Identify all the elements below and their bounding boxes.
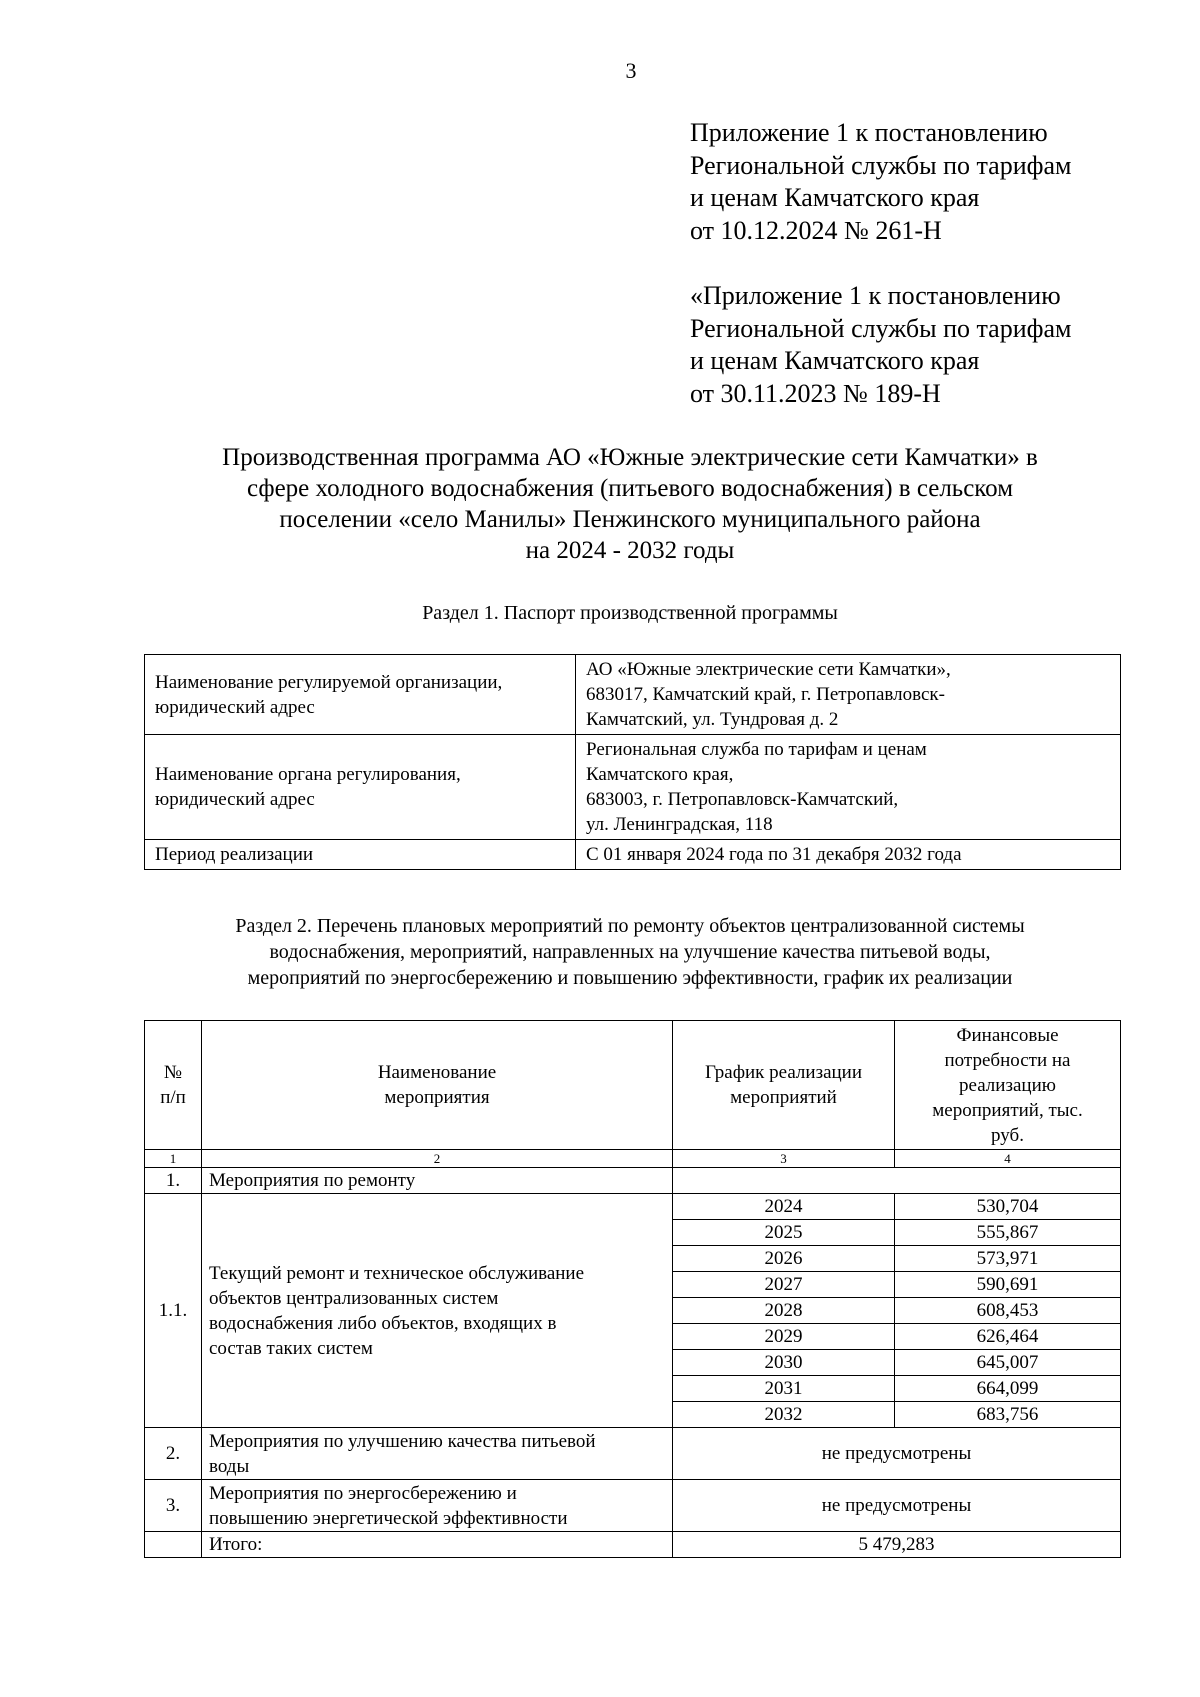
header-no-line: п/п	[160, 1087, 186, 1108]
approval-line: «Приложение 1 к постановлению	[690, 281, 1061, 310]
header-finance	[895, 1021, 1121, 1150]
empty-cell	[145, 1532, 202, 1558]
approval-line: от 10.12.2024 № 261-Н	[690, 215, 942, 245]
header-schedule	[673, 1021, 895, 1150]
approval-block-previous	[690, 280, 1150, 410]
section1-heading-text: Раздел 1. Паспорт производственной программы	[422, 602, 838, 624]
schedule-year: 2032	[673, 1402, 895, 1428]
program-title-line: поселении «село Манилы» Пенжинского муниципального района	[279, 506, 981, 533]
schedule-amount: 608,453	[895, 1298, 1121, 1324]
column-number: 3	[673, 1150, 895, 1168]
row-name	[202, 1480, 673, 1532]
row-number: 3.	[145, 1480, 202, 1532]
passport-label-line: юридический адрес	[155, 789, 315, 810]
passport-value-line: Региональная служба по тарифам и ценам	[586, 739, 927, 760]
total-label: Итого:	[202, 1532, 673, 1558]
passport-label-line: Наименование органа регулирования,	[155, 764, 461, 785]
schedule-amount: 626,464	[895, 1324, 1121, 1350]
approval-line: Приложение 1 к постановлению	[690, 118, 1048, 147]
row-number: 1.	[145, 1168, 202, 1194]
column-number: 4	[895, 1150, 1121, 1168]
column-number: 1	[145, 1150, 202, 1168]
row-status: не предусмотрены	[673, 1480, 1121, 1532]
schedule-amount: 573,971	[895, 1246, 1121, 1272]
schedule-year: 2029	[673, 1324, 895, 1350]
table-row	[145, 1428, 1121, 1480]
row-name: Мероприятия по ремонту	[202, 1168, 673, 1194]
row-status: не предусмотрены	[673, 1428, 1121, 1480]
passport-row-period	[145, 840, 1121, 870]
header-no	[145, 1021, 202, 1150]
passport-value-line: С 01 января 2024 года по 31 декабря 2032 года	[586, 844, 962, 865]
total-value: 5 479,283	[673, 1532, 1121, 1558]
header-schedule-line: мероприятий	[730, 1087, 837, 1108]
row-name-line: Мероприятия по энергосбережению и	[209, 1482, 517, 1504]
schedule-year: 2024	[673, 1194, 895, 1220]
passport-value-cell	[576, 840, 1121, 870]
program-title-line: сфере холодного водоснабжения (питьевого водоснабжения) в сельском	[246, 475, 1014, 502]
schedule-year: 2027	[673, 1272, 895, 1298]
row-name-line: повышению энергетической эффективности	[209, 1507, 568, 1529]
schedule-year: 2030	[673, 1350, 895, 1376]
schedule-amount: 664,099	[895, 1376, 1121, 1402]
schedule-amount: 555,867	[895, 1220, 1121, 1246]
passport-table	[144, 654, 1121, 870]
header-finance-line: потребности на	[944, 1049, 1071, 1071]
header-finance-line: реализацию	[959, 1074, 1056, 1096]
page-number: 3	[625, 58, 637, 83]
passport-row-regulator	[145, 735, 1121, 840]
row-name-line: воды	[209, 1455, 250, 1477]
row-name-line: Мероприятия по улучшению качества питьевой	[209, 1430, 596, 1452]
row-name-line: состав таких систем	[209, 1337, 373, 1359]
header-name	[202, 1021, 673, 1150]
passport-value-line: Камчатского края,	[586, 764, 734, 785]
row-name	[202, 1428, 673, 1480]
header-finance-line: Финансовые	[956, 1024, 1059, 1046]
section2-heading-line: водоснабжения, мероприятий, направленных на улучшение качества питьевой воды,	[269, 941, 991, 963]
program-title	[130, 442, 1130, 566]
passport-label-cell	[145, 840, 576, 870]
row-name-line: объектов централизованных систем	[209, 1287, 499, 1309]
passport-label-line: Период реализации	[155, 844, 314, 865]
program-title-line: на 2024 - 2032 годы	[525, 537, 735, 564]
passport-value-cell	[576, 655, 1121, 735]
program-title-line: Производственная программа АО «Южные электрические сети Камчатки» в	[222, 444, 1038, 471]
measures-table	[144, 1020, 1121, 1558]
schedule-year: 2028	[673, 1298, 895, 1324]
header-finance-line: руб.	[991, 1124, 1024, 1146]
schedule-amount: 683,756	[895, 1402, 1121, 1428]
passport-value-line: Камчатский, ул. Тундровая д. 2	[586, 709, 839, 730]
passport-value-line: 683017, Камчатский край, г. Петропавловск-	[586, 684, 945, 705]
schedule-year: 2025	[673, 1220, 895, 1246]
passport-row-organization	[145, 655, 1121, 735]
approval-line: Региональной службы по тарифам	[690, 150, 1072, 180]
passport-label-line: юридический адрес	[155, 696, 315, 718]
passport-value-cell	[576, 735, 1121, 840]
passport-label-line: Наименование регулируемой организации,	[155, 671, 503, 693]
approval-block-current	[690, 117, 1150, 247]
row-name	[202, 1194, 673, 1428]
schedule-amount: 645,007	[895, 1350, 1121, 1376]
schedule-year: 2026	[673, 1246, 895, 1272]
header-schedule-line: График реализации	[704, 1062, 863, 1083]
approval-line: и ценам Камчатского края	[690, 183, 980, 212]
passport-value-line: 683003, г. Петропавловск-Камчатский,	[586, 789, 899, 810]
header-finance-line: мероприятий, тыс.	[932, 1099, 1083, 1121]
section2-heading	[130, 913, 1130, 991]
total-row	[145, 1532, 1121, 1558]
schedule-amount: 530,704	[895, 1194, 1121, 1220]
approval-line: Региональной службы по тарифам	[690, 313, 1072, 343]
row-name-line: водоснабжения либо объектов, входящих в	[209, 1312, 557, 1334]
table-row	[145, 1194, 1121, 1220]
approval-line: и ценам Камчатского края	[690, 346, 980, 375]
column-number-row	[145, 1150, 1121, 1168]
passport-value-line: ул. Ленинградская, 118	[586, 814, 773, 835]
table-row	[145, 1168, 1121, 1194]
schedule-amount: 590,691	[895, 1272, 1121, 1298]
table-row	[145, 1480, 1121, 1532]
empty-cell	[673, 1168, 1121, 1194]
section2-heading-line: мероприятий по энергосбережению и повышению эффективности, график их реализации	[247, 967, 1013, 989]
passport-value-line: АО «Южные электрические сети Камчатки»,	[586, 659, 951, 680]
row-name-line: Текущий ремонт и техническое обслуживание	[209, 1262, 585, 1284]
column-number: 2	[202, 1150, 673, 1168]
row-number: 2.	[145, 1428, 202, 1480]
header-no-line: №	[163, 1062, 183, 1083]
schedule-year: 2031	[673, 1376, 895, 1402]
section1-heading	[130, 600, 1130, 626]
section2-heading-line: Раздел 2. Перечень плановых мероприятий по ремонту объектов централизованной системы	[235, 915, 1025, 937]
passport-label-cell	[145, 735, 576, 840]
table-header-row	[145, 1021, 1121, 1150]
approval-line: от 30.11.2023 № 189-Н	[690, 378, 941, 408]
passport-label-cell	[145, 655, 576, 735]
header-name-line: Наименование	[377, 1062, 497, 1083]
header-name-line: мероприятия	[384, 1087, 490, 1108]
row-number: 1.1.	[145, 1194, 202, 1428]
